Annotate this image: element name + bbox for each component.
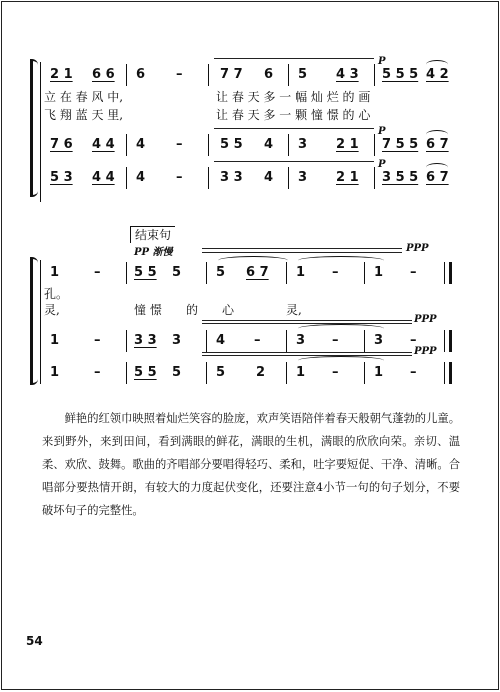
note: 4 [216,333,226,348]
dash: – [94,365,101,380]
note: 6 [136,67,146,82]
note-group: 6 7 [426,170,449,185]
note-group: 4 4 [92,137,115,152]
note: 3 [296,333,306,348]
note-group: 6 7 [246,265,269,280]
page-number: 54 [26,634,43,648]
dash: – [254,333,261,348]
dash: – [410,365,417,380]
note-group: 2 1 [336,170,359,185]
note-group: 3 5 5 [382,170,419,185]
note-group: 4 3 [336,67,359,82]
score-page [1,1,499,690]
dash: – [176,67,183,82]
note: 6 [264,67,274,82]
dynamic-mark: PPP [406,243,429,254]
dash: – [410,333,417,348]
system-brace [30,258,41,384]
dash: – [176,137,183,152]
dash: – [332,333,339,348]
dynamic-mark: P [378,126,386,137]
note: 5 [172,265,182,280]
note: 5 [298,67,308,82]
note: 5 [216,265,226,280]
note-group: 7 6 [50,137,73,152]
dynamic-mark: PPP [414,346,437,357]
dash: – [332,365,339,380]
note: 3 [298,137,308,152]
dynamic-mark: P [378,159,386,170]
note: 1 [50,333,60,348]
dash: – [410,265,417,280]
note-group: 5 3 [50,170,73,185]
lyric-line: 憧 憬 [134,303,162,317]
dynamic-mark: P [378,56,386,67]
tempo-mark: PP 渐慢 [134,247,173,258]
note-group: 3 3 [220,170,243,185]
lyric-line: 孔。 [44,287,69,301]
staff-3 [42,362,462,384]
note-group: 6 6 [92,67,115,82]
staff-1 [42,56,462,86]
dash: – [332,265,339,280]
note: 4 [136,170,146,185]
note-group: 5 5 [134,265,157,280]
note: 5 [216,365,226,380]
note-group: 5 5 [220,137,243,152]
note-group: 4 4 [92,170,115,185]
lyric-line: 让 春 天 多 一 颗 憧 憬 的 心 [216,108,371,122]
note: 1 [296,265,306,280]
staff-2 [42,126,462,156]
description-paragraph [42,407,460,522]
section-title: 结束句 [130,226,175,243]
staff-2 [42,330,462,352]
staff-1 [42,262,462,284]
dash: – [176,170,183,185]
dash: – [94,265,101,280]
note: 4 [264,137,274,152]
note: 1 [374,265,384,280]
note-group: 7 7 [220,67,243,82]
lyric-line: 心 [222,303,235,317]
lyric-line: 飞 翔 蓝 天 里, [44,108,124,122]
paragraph-text: 鲜艳的红领巾映照着灿烂笑容的脸庞，欢声笑语陪伴着春天般朝气蓬勃的儿童。来到野外，来到田间，看到满眼的鲜花，满眼的生机，满眼的欣欣向荣。亲切、温柔、欢欣、鼓舞。歌曲的齐唱部分要唱得轻巧、柔和，吐字要短促、干净、清晰。合唱部分要热情开朗，有较大的力度起伏变化，还要注意4小节一句的句子划分，不要破坏句子的完整性。 [42,412,460,517]
dynamic-mark: PPP [414,314,437,325]
note: 3 [172,333,182,348]
note-group: 3 3 [134,333,157,348]
lyric-line: 让 春 天 多 一 幅 灿 烂 的 画 [216,90,371,104]
note: 4 [264,170,274,185]
note: 1 [50,365,60,380]
note: 1 [374,365,384,380]
staff-3 [42,159,462,189]
note-group: 6 7 [426,137,449,152]
note: 1 [296,365,306,380]
note-group: 2 1 [336,137,359,152]
note-group: 4 2 [426,67,449,82]
note-group: 5 5 [134,365,157,380]
note-group: 7 5 5 [382,137,419,152]
note: 3 [374,333,384,348]
note: 2 [256,365,266,380]
dash: – [94,333,101,348]
note: 1 [50,265,60,280]
note-group: 5 5 5 [382,67,419,82]
note: 3 [298,170,308,185]
system-brace [30,60,41,196]
lyric-line: 立 在 春 风 中, [44,90,124,104]
note-group: 2 1 [50,67,73,82]
lyric-line: 灵, [44,303,60,317]
lyric-line: 灵, [286,303,302,317]
note: 4 [136,137,146,152]
note: 5 [172,365,182,380]
lyric-line: 的 [186,303,199,317]
